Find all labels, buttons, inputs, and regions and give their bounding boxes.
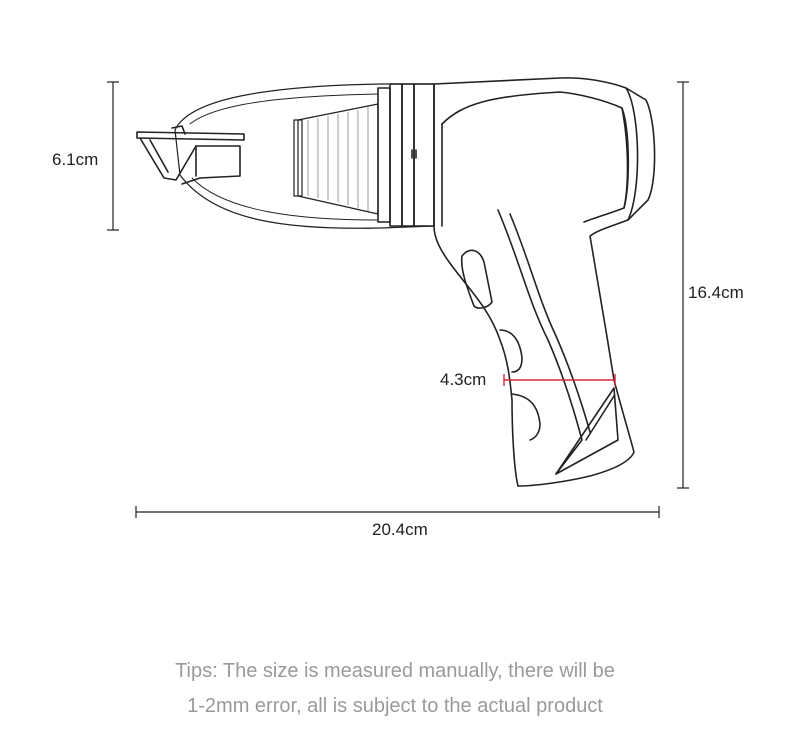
tips-line-1: Tips: The size is measured manually, there will be xyxy=(175,660,615,682)
total-height-label: 16.4cm xyxy=(688,283,744,302)
handheld-vacuum-icon xyxy=(137,78,655,486)
handle-width-marker xyxy=(504,374,615,386)
total-length-label: 20.4cm xyxy=(372,520,428,539)
nozzle-height-label: 6.1cm xyxy=(52,150,99,169)
tips-line-2: 1-2mm error, all is subject to the actual product xyxy=(187,695,603,717)
handle-width-label: 4.3cm xyxy=(440,370,487,389)
